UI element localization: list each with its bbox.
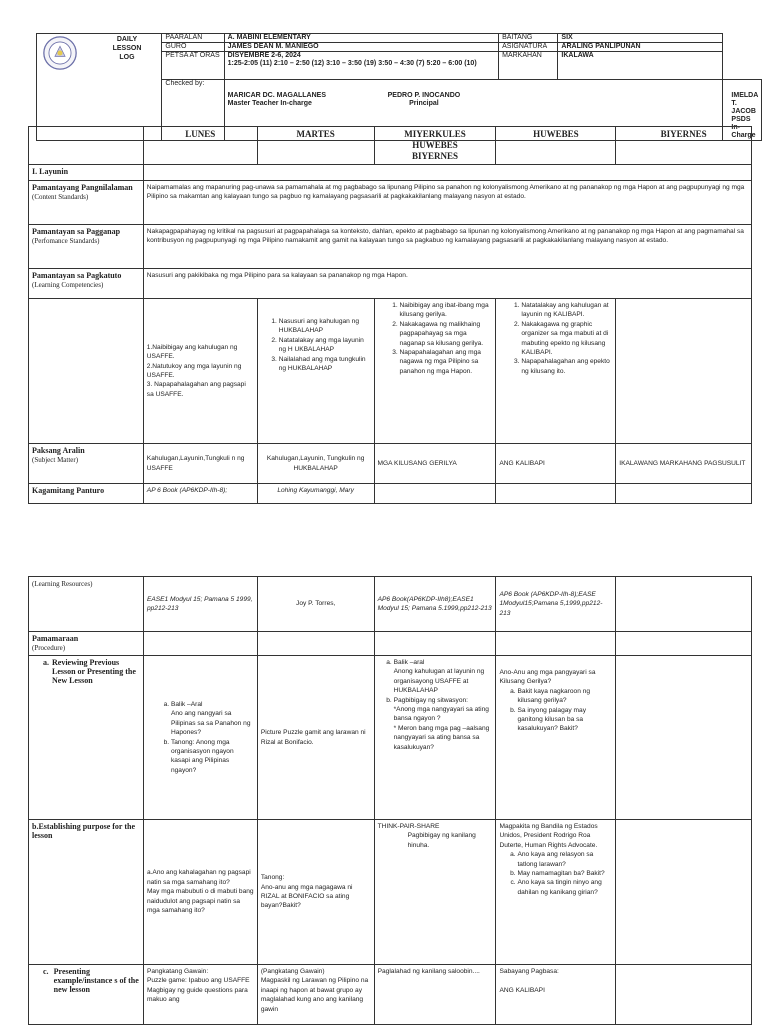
pamamaraan-biyernes	[616, 632, 752, 656]
lr-huwebes: AP6 Book (AP6KDP-IIh-8);EASE 1Modyul15;Pamana 5,1999,pp212-213	[496, 577, 616, 632]
logo-cell	[37, 34, 162, 141]
pamamaraan-huwebes	[496, 632, 616, 656]
presenting-biyernes	[616, 965, 752, 1025]
reviewing-lunes-a-head: Balik –Aral	[170, 700, 203, 708]
pamamaraan-title: Pamamaraan	[32, 634, 79, 643]
lesson-table	[28, 126, 752, 504]
purpose-huwebes-a: a. Ano kaya ang relasyon sa tatlong larawan?	[517, 850, 612, 869]
checker-3-name: IMELDA T. JACOB	[731, 92, 758, 115]
presenting-letter: c.	[43, 967, 49, 976]
paksa-title: Paksang Aralin	[32, 446, 85, 455]
purpose-miyerkules	[374, 820, 496, 965]
checker-3-role: PSDS In-Charge	[731, 116, 756, 139]
objectives-lunes	[143, 299, 257, 444]
purpose-huwebes	[496, 820, 616, 965]
presenting-martes: (Pangkatang Gawain) Magpaskil ng Larawan ng Pilipino na inaapi ng hapon at bawat grupo ay maglalahad kung ano ang kanilang gawin	[257, 965, 374, 1025]
deped-seal-icon	[43, 36, 77, 70]
layunin-blank	[143, 165, 751, 181]
presenting-huwebes: Sabayang Pagbasa: ANG KALIBAPI	[496, 965, 616, 1025]
baitang-label: BAITANG	[499, 34, 558, 43]
purpose-martes: Tanong: Ano-anu ang mga nagagawa ni RIZAL at BONIFACIO sa ating bayan?Bakit?	[257, 820, 374, 965]
lr-miyerkules: AP6 Book(AP6KDP-IIh8);EASE1 Modyul 15; Pamana 5.1999,pp212-213	[374, 577, 496, 632]
guro-label: GURO	[162, 43, 224, 52]
content-standards-text: Naipamamalas ang mapanuring pag-unawa sa pamamahala at mg pagbabago sa lipunang Pilipino sa panahon ng kolonyalismong Amerikano at ng pananakop ng mga Hapon at ang pagpupunyagi ng mga Pilipino sa makamtan ang kalayaan tungo sa pagbuo ng kamalayang pagsasarili at pagkakakilanlang malayang nasyon at estado.	[143, 181, 751, 225]
baitang-value: SIX	[558, 34, 723, 43]
guro-value: JAMES DEAN M. MANIEGO	[224, 43, 499, 52]
reviewing-miyerkules-a	[394, 658, 493, 696]
purpose-lunes: a.Ano ang kahalagahan ng pagsapi natin sa mga samahang ito? May mga mabubuti o di mabuti bang naidudulot ang pagsapi natin sa mga samahang ito?	[143, 820, 257, 965]
pamamaraan-martes	[257, 632, 374, 656]
learning-resources-label	[29, 577, 144, 632]
purpose-biyernes	[616, 820, 752, 965]
presenting-title: Presenting example/instance s of the new lesson	[53, 967, 139, 994]
learning-resources-sub: (Learning Resources)	[32, 580, 93, 588]
paksa-martes: Kahulugan,Layunin, Tungkulin ng HUKBALAHAP	[257, 444, 374, 484]
objectives-biyernes	[616, 299, 752, 444]
petsa-label: PETSA AT ORAS	[162, 52, 224, 80]
day-martes: MARTES	[257, 127, 374, 165]
performance-standards-label	[29, 225, 144, 269]
kagamitan-miyerkules	[374, 484, 496, 504]
lr-martes: Joy P. Torres,	[257, 577, 374, 632]
purpose-label: b.Establishing purpose for the lesson	[29, 820, 144, 965]
checked-label: Checked by:	[162, 80, 224, 141]
reviewing-lunes	[143, 656, 257, 820]
petsa-value	[224, 52, 499, 80]
objective-lunes-1: 1.Naibibigay ang kahulugan ng USAFFE.	[146, 343, 238, 361]
reviewing-miyerkules-a-head: Balik –aral	[393, 659, 425, 666]
layunin-heading: I. Layunin	[29, 165, 144, 181]
presenting-miyerkules: Paglalahad ng kanilang saloobin....	[374, 965, 496, 1025]
kagamitan-biyernes	[616, 484, 752, 504]
asignatura-label: ASIGNATURA	[499, 43, 558, 52]
markahan-value: IKALAWA	[558, 52, 723, 80]
purpose-huwebes-intro: Magpakita ng Bandila ng Estados Unidos, President Rodrigo Roa Duterte, Human Rights Advocate.	[499, 823, 598, 849]
lr-lunes: EASE1 Modyul 15; Pamana 5 1999, pp212-213	[143, 577, 257, 632]
corner-cell	[29, 127, 144, 165]
performance-standards-title: Pamantayan sa Pagganap	[32, 227, 121, 236]
learning-competencies-title: Pamantayan sa Pagkatuto	[32, 271, 122, 280]
reviewing-lunes-b	[171, 738, 254, 776]
learning-competencies-label	[29, 269, 144, 299]
reviewing-letter: a.	[43, 658, 49, 667]
paksa-label	[29, 444, 144, 484]
purpose-huwebes-c: c. Ano kaya sa tingin ninyo ang dahilan ng kanikang girian?	[517, 878, 612, 897]
reviewing-miyerkules	[374, 656, 496, 820]
reviewing-huwebes-b: b. Sa inyong palagay may ganitong kilusan ba sa kasalukuyan? Bakit?	[517, 706, 612, 734]
paksa-huwebes: ANG KALIBAPI	[496, 444, 616, 484]
day-biyernes: BIYERNES	[616, 127, 752, 165]
title-daily: DAILY	[116, 36, 138, 43]
reviewing-title: Reviewing Previous Lesson or Presenting the New Lesson	[51, 658, 136, 685]
paksa-biyernes: IKALAWANG MARKAHANG PAGSUSULIT	[616, 444, 752, 484]
checker-1-name: MARICAR DC. MAGALLANES	[227, 92, 327, 99]
reviewing-huwebes	[496, 656, 616, 820]
objective-lunes-2: 2.Natutukoy ang mga layunin ng USAFFE.	[146, 362, 242, 379]
content-standards-sub: (Content Standards)	[32, 193, 89, 201]
purpose-miyerkules-head: THINK-PAIR-SHARE	[377, 823, 440, 830]
reviewing-martes: Picture Puzzle gamit ang larawan ni Rizal at Bonifacio.	[257, 656, 374, 820]
pamamaraan-label	[29, 632, 144, 656]
learning-competencies-sub: (Learning Competencies)	[32, 281, 104, 289]
reviewing-label	[29, 656, 144, 820]
day-lunes: LUNES	[143, 127, 257, 165]
checker-1	[228, 92, 326, 108]
checker-2-name: PEDRO P. INOCANDO	[387, 92, 461, 99]
objectives-miyerkules	[374, 299, 496, 444]
day-huwebes: HUWEBES	[496, 127, 616, 165]
objective-lunes-3: 3. Napapahalagahan ang pagsapi sa USAFFE.	[146, 381, 246, 398]
reviewing-huwebes-a: a. Bakit kaya nagkaroon ng kilusang gerilya?	[517, 687, 612, 706]
objective-miyerkules-3: 3. Napapahalagahan ang mga nagawa ng mga Pilipino sa panahon ng mga Hapon.	[400, 348, 493, 376]
reviewing-miyerkules-a-body: Anong kahulugan at layunin ng organisayong USAFFE at HUKBALAHAP	[393, 668, 485, 695]
pamamaraan-miyerkules	[374, 632, 496, 656]
reviewing-lunes-b-head: Tanong: Anong mga organisasyon ngayon kasapi ang Pilipinas ngayon?	[170, 738, 234, 774]
objective-miyerkules-2: 2. Nakakagawa ng malikhaing pagpapahayag sa mga naganap sa kilusang gerilya.	[400, 320, 493, 348]
petsa-date: DISYEMBRE 2-6, 2024	[227, 52, 301, 59]
asignatura-value: ARALING PANLIPUNAN	[558, 43, 723, 52]
reviewing-miyerkules-b-body: *Anong mga nangyayari sa ating bansa ngayon ? * Meron bang mga pag –aalsang nangyayari sa ating bansa sa kasalukuyan?	[393, 706, 490, 751]
title-lesson: LESSON	[112, 45, 142, 52]
content-standards-label	[29, 181, 144, 225]
presenting-lunes: Pangkatang Gawain: Puzzle game: Ipabuo ang USAFFE Magbigay ng guide questions para makuo ang	[143, 965, 257, 1025]
paksa-lunes: Kahulugan,Layunin,Tungkuli n ng USAFFE	[143, 444, 257, 484]
purpose-miyerkules-body: Pagbibigay ng kanilang hinuha.	[407, 832, 476, 849]
paksa-miyerkules: MGA KILUSANG GERILYA	[374, 444, 496, 484]
reviewing-huwebes-intro: Ano-Anu ang mga pangyayari sa Kilusang Gerilya?	[499, 669, 596, 686]
checker-1-role: Master Teacher In-charge	[227, 100, 312, 107]
paaralan-value: A. MABINI ELEMENTARY	[224, 34, 499, 43]
reviewing-lunes-a-body: Ano ang nangyari sa Pilipinas sa sa Panahon ng Hapones?	[170, 710, 251, 737]
day-miyerkules	[374, 127, 496, 165]
objective-huwebes-1: 1. Natatalakay ang kahulugan at layunin ng KALIBAPI.	[521, 301, 612, 320]
reviewing-lunes-a	[171, 700, 254, 738]
learning-competencies-text: Nasusuri ang pakikibaka ng mga Pilipino para sa kalayaan sa pananakop ng mga Hapon.	[143, 269, 751, 299]
objectives-martes	[257, 299, 374, 444]
paaralan-label: PAARALAN	[162, 34, 224, 43]
objectives-label	[29, 299, 144, 444]
reviewing-miyerkules-b	[394, 696, 493, 752]
objective-huwebes-3: 3. Napapahalagahan ang epekto ng kilusang ito.	[521, 357, 612, 376]
day-biyernes-label-2: BIYERNES	[411, 151, 458, 161]
objectives-huwebes	[496, 299, 616, 444]
objective-miyerkules-1: 1. Naibibigay ang ibat-ibang mga kilusang gerilya.	[400, 301, 493, 320]
objective-martes-2: 2. Natatalakay ang mga layunin ng H UKBALAHAP	[279, 336, 371, 355]
checker-2	[388, 92, 461, 108]
purpose-huwebes-b: b. May namamagitan ba? Bakit?	[517, 869, 612, 878]
kagamitan-label	[29, 484, 144, 504]
lesson-table-continued	[28, 576, 752, 1025]
petsa-times: 1:25-2:05 (11) 2:10 – 2:50 (12) 3:10 – 3:50 (19) 3:50 – 4:30 (7) 5:20 – 6:00 (10)	[227, 60, 477, 67]
reviewing-miyerkules-b-head: Pagbibigay ng sitwasyon:	[393, 696, 469, 704]
markahan-label: MARKAHAN	[499, 52, 558, 80]
performance-standards-text: Nakapagpapahayag ng kritikal na pagsusuri at pagpapahalaga sa konteksto, dahlan, epekto at pagbabago sa lipunan ng kolonyalismong Amerikano at ng pananakop ng mga Hapon at ang pagmamahal sa kontribusyon ng pagpupunyagi ng mga Pilipino namakamit ang gamit na kalayaan tungo sa pagkabuo ng kamalayang pagsasarili at pagkakakilanlang malayang nasyon at estado.	[143, 225, 751, 269]
checker-2-role: Principal	[409, 100, 439, 107]
objective-martes-3: 3. Nailalahad ang mga tungkulin ng HUKBALAHAP	[279, 355, 371, 374]
reviewing-biyernes	[616, 656, 752, 820]
pamamaraan-sub: (Procedure)	[32, 644, 66, 652]
title-log: LOG	[119, 54, 135, 61]
objective-martes-1: 1. Nasusuri ang kahulugan ng HUKBALAHAP	[279, 317, 371, 336]
performance-standards-sub: (Perfomance Standards)	[32, 237, 100, 245]
lr-biyernes	[616, 577, 752, 632]
kagamitan-title: Kagamitang Panturo	[32, 486, 105, 495]
kagamitan-lunes: AP 6 Book (AP6KDP-IIh-8);	[143, 484, 257, 504]
paksa-sub: (Subject Matter)	[32, 456, 79, 464]
content-standards-title: Pamantayang Pangnilalaman	[32, 183, 133, 192]
presenting-label	[29, 965, 144, 1025]
pamamaraan-lunes	[143, 632, 257, 656]
kagamitan-martes: Lohing Kayumanggi, Mary	[257, 484, 374, 504]
day-miyerkules-label: MIYERKULES	[404, 129, 466, 139]
objective-huwebes-2: 2. Nakakagawa ng graphic organizer sa mga mabuti at di mabuting epekto ng kilusang KALIBAPI.	[521, 320, 612, 358]
kagamitan-huwebes	[496, 484, 616, 504]
day-huwebes-label-2: HUWEBES	[412, 140, 458, 150]
header-table	[36, 33, 762, 141]
dll-title	[107, 35, 147, 62]
